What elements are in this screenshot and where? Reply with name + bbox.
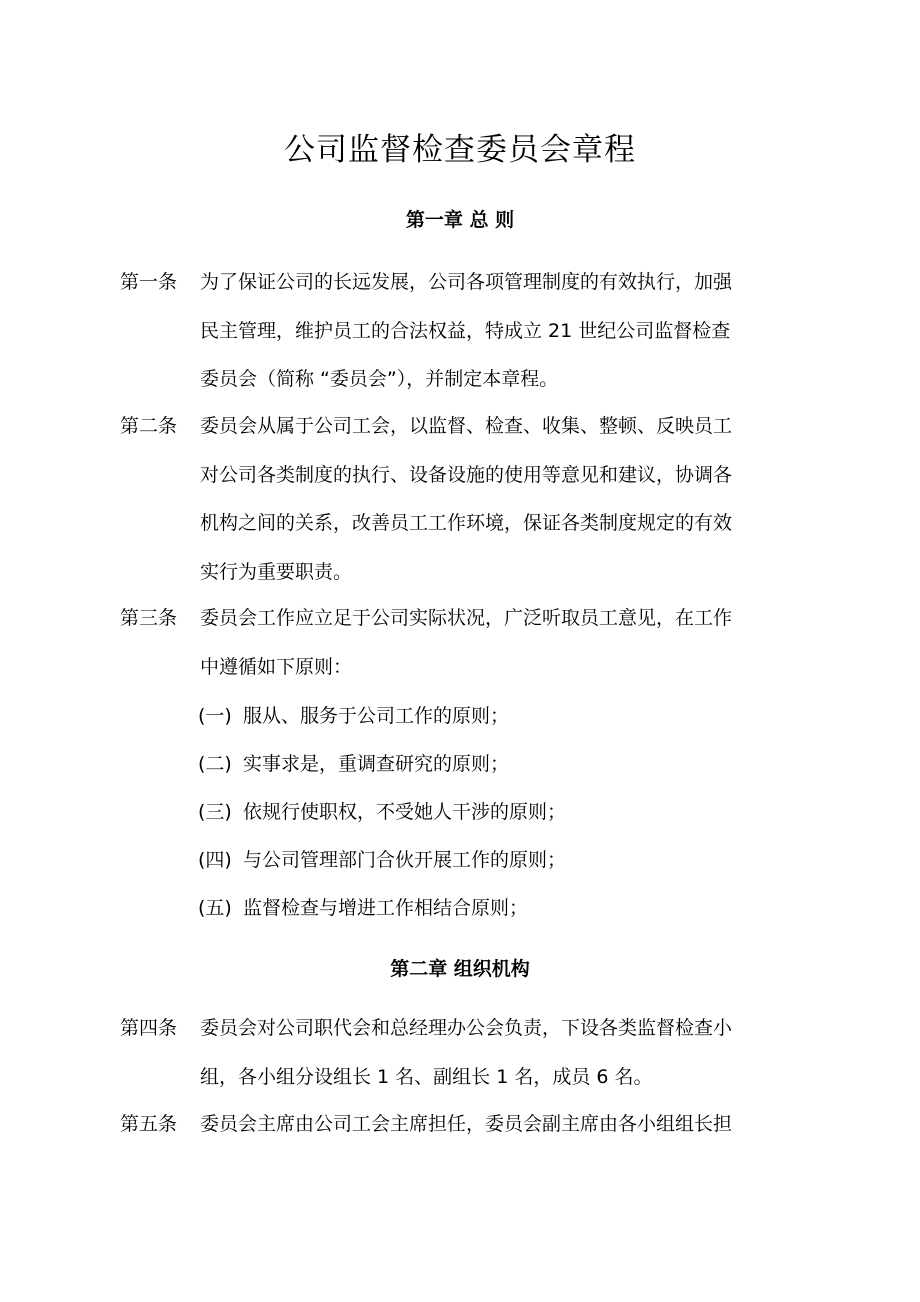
document-title: 公司监督检查委员会章程 bbox=[284, 132, 636, 168]
article-body bbox=[200, 402, 805, 596]
principle-text: 监督检查与增进工作相结合原则； bbox=[243, 897, 529, 919]
principle-item bbox=[198, 894, 528, 922]
article-line: 委员会对公司职代会和总经理办公会负责，下设各类监督检查小 bbox=[200, 1017, 733, 1039]
chapter-2-heading: 第二章 组织机构 bbox=[390, 958, 530, 980]
article-line: 对公司各类制度的执行、设备设施的使用等意见和建议，协调各 bbox=[200, 463, 733, 486]
chapter-1-heading: 第一章 总 则 bbox=[405, 209, 515, 231]
principle-number: (三) bbox=[198, 801, 232, 823]
article-label: 第五条 bbox=[120, 1113, 178, 1135]
article-line: 委员会从属于公司工会，以监督、检查、收集、整顿、反映员工 bbox=[200, 415, 733, 437]
principle-number: (五) bbox=[198, 897, 232, 919]
article-body bbox=[200, 258, 805, 404]
article-label: 第一条 bbox=[120, 271, 178, 293]
principle-text: 实事求是，重调查研究的原则； bbox=[243, 753, 510, 775]
article-line: 为了保证公司的长远发展，公司各项管理制度的有效执行，加强 bbox=[200, 271, 733, 293]
principle-item bbox=[198, 846, 566, 874]
principle-item bbox=[198, 750, 509, 778]
article-line: 委员会工作应立足于公司实际状况，广泛听取员工意见，在工作 bbox=[200, 607, 733, 629]
principle-text: 服从、服务于公司工作的原则； bbox=[243, 705, 510, 727]
article-line: 委员会（简称 “委员会”），并制定本章程。 bbox=[200, 368, 559, 390]
article-body bbox=[200, 1100, 805, 1149]
principle-number: (二) bbox=[198, 753, 232, 775]
principle-text: 依规行使职权，不受她人干涉的原则； bbox=[243, 801, 567, 823]
principle-number: (四) bbox=[198, 849, 232, 871]
principle-item bbox=[198, 798, 566, 826]
principle-number: (一) bbox=[198, 705, 232, 727]
article-line: 机构之间的关系，改善员工工作环境，保证各类制度规定的有效 bbox=[200, 512, 733, 534]
principle-item bbox=[198, 702, 509, 730]
article-line: 实行为重要职责。 bbox=[200, 560, 353, 583]
article-label: 第四条 bbox=[120, 1017, 178, 1039]
article-line: 组，各小组分设组长 1 名、副组长 1 名，成员 6 名。 bbox=[200, 1065, 653, 1088]
article-line: 中遵循如下原则： bbox=[200, 655, 353, 678]
article-body bbox=[200, 1004, 805, 1101]
article-line: 委员会主席由公司工会主席担任，委员会副主席由各小组组长担 bbox=[200, 1113, 733, 1135]
article-label: 第三条 bbox=[120, 607, 178, 629]
article-label: 第二条 bbox=[120, 415, 178, 437]
article-body bbox=[200, 594, 805, 691]
article-line: 民主管理，维护员工的合法权益，特成立 21 世纪公司监督检查 bbox=[200, 319, 731, 342]
principle-text: 与公司管理部门合伙开展工作的原则； bbox=[243, 849, 567, 871]
